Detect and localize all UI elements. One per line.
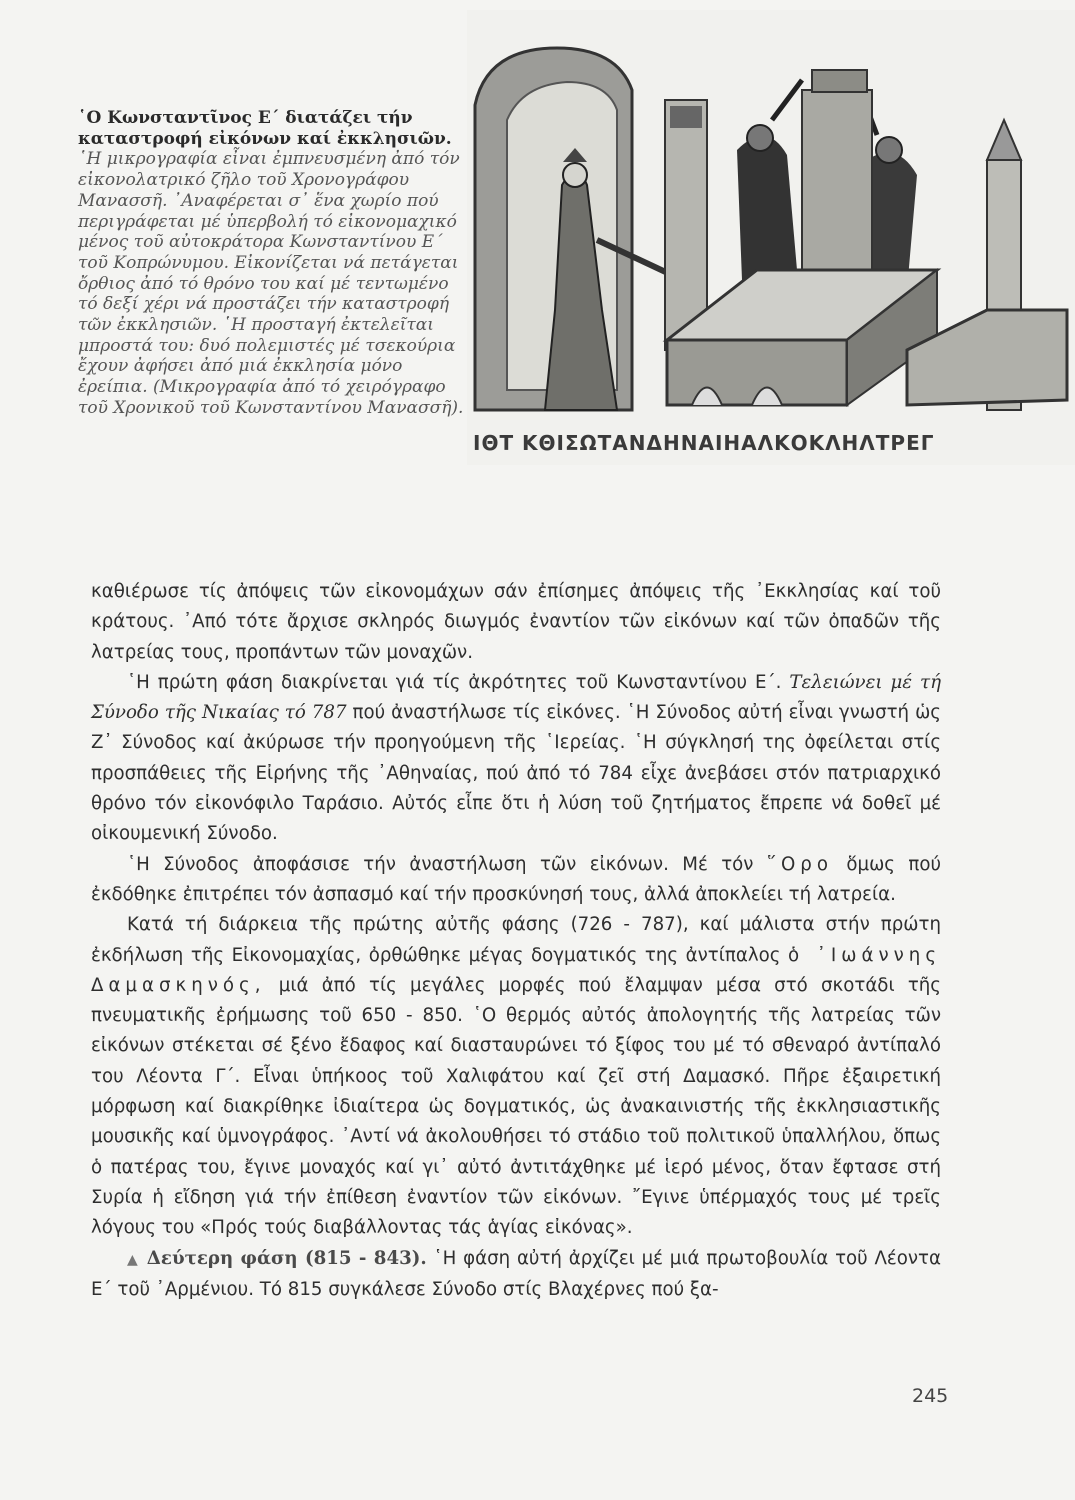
figure-caption bbox=[78, 108, 468, 419]
paragraph-3: ῾Η Σύνοδος ἀποφάσισε τήν ἀναστήλωση τῶν εἰκόνων. Μέ τόν ῞Ορο ὅμως πού ἐκδόθηκε ἐπιτρέπει τόν ἀσπασμό καί τήν προσκύνησή τους, ἀλλά ἀποκλείει τή λατρεία. bbox=[91, 853, 941, 905]
main-text bbox=[91, 577, 941, 1305]
paragraph-2: ῾Η πρώτη φάση διακρίνεται γιά τίς ἀκρότητες τοῦ Κωνσταντίνου Ε΄. Τελειώνει μέ τή Σύνοδο τῆς Νικαίας τό 787 πού ἀναστήλωσε τίς εἰκόνες. ῾Η Σύνοδος αὐτή εἶναι γνωστή ὡς Ζ᾿ Σύνοδος καί ἀκύρωσε τήν προηγούμενη τῆς ῾Ιερείας. ῾Η σύγκλησή της ὀφείλεται στίς προσπάθειες τῆς Εἰρήνης τῆς ᾿Αθηναίας, πού ἀπό τό 784 εἶχε ἀνεβάσει στόν πατριαρχικό θρόνο τόν εἰκονόφιλο Ταράσιο. Αὐτός εἶπε ὅτι ἡ λύση τοῦ ζητήματος ἔπρεπε νά δοθεῖ μέ οἰκουμενική Σύνοδο. bbox=[91, 671, 941, 845]
tower-center bbox=[802, 90, 872, 275]
paragraph-4: Κατά τή διάρκεια τῆς πρώτης αὐτῆς φάσης (726 - 787), καί μάλιστα στήν πρώτη ἐκδήλωση τῆς Εἰκονομαχίας, ὀρθώθηκε μέγας δογματικός της ἀντίπαλος ὁ ᾿Ιωάννης Δαμασκηνός, μιά ἀπό τίς μεγάλες μορφές πού ἔλαμψαν μέσα στό σκοτάδι τῆς πνευματικῆς ἐρήμωσης τοῦ 650 - 850. ῾Ο θερμός αὐτός ἀπολογητής τῆς λατρείας τῶν εἰκόνων στέκεται σέ ξένο ἔδαφος καί διασταυρώνει τό ξίφος του μέ τό σθεναρό ἀντίπαλό του Λέοντα Γ΄. Εἶναι ὑπήκοος τοῦ Χαλιφάτου καί ζεῖ στή Δαμασκό. Πῆρε ἐξαιρετική μόρφωση καί διακρίθηκε ἰδιαίτερα ὡς δογματικός, ὡς ἀνακαινιστής τῆς ἐκκλησιαστικῆς μουσικῆς καί ὑμνογράφος. ᾿Αντί νά ἀκολουθήσει τό στάδιο τοῦ πολιτικοῦ ὑπαλλήλου, ὅπως ὁ πατέρας του, ἔγινε μοναχός καί γι᾿ αὐτό ἀντιτάχθηκε μέ ἱερό μένος, ὅταν ἔφτασε στή Συρία ἡ εἴδηση γιά τήν ἐπίθεση ἐναντίον τῶν εἰκόνων. ῎Εγινε ὑπέρμαχός τους μέ τρεῖς λόγους του «Πρός τούς διαβάλλοντας τάς ἁγίας εἰκόνας». bbox=[91, 914, 941, 1239]
caption-title: ῾Ο Κωνσταντῖνος Ε΄ διατάζει τήν καταστροφή εἰκόνων καί ἐκκλησιῶν. bbox=[78, 108, 452, 149]
manuscript-miniature bbox=[467, 10, 1075, 465]
section-heading: Δεύτερη φάση (815 - 843). bbox=[146, 1247, 427, 1269]
paragraph-1: καθιέρωσε τίς ἀπόψεις τῶν εἰκονομάχων σάν ἐπίσημες ἀπόψεις τῆς ᾿Εκκλησίας καί τοῦ κράτους. ᾿Από τότε ἄρχισε σκληρός διωγμός ἐναντίον τῶν εἰκόνων καί τῶν ὀπαδῶν τῆς λατρείας τους, προπάντων τῶν μοναχῶν. bbox=[91, 581, 941, 663]
italic-phrase: Τελειώνει μέ τή Σύνοδο τῆς Νικαίας τό 787 bbox=[91, 671, 941, 724]
miniature-inscription: ΙΘΤ ΚΘΙΣΩΤΑΝΔΗΝΑΙΗΑΛΚΟΚΛΗΛΤΡΕΓ bbox=[473, 431, 935, 455]
triangle-bullet-icon: ▲ bbox=[127, 1251, 139, 1268]
spaced-name: ὁ ᾿Ιωάννης Δαμασκηνός, bbox=[91, 944, 941, 996]
spaced-term: ῞Ορο bbox=[766, 853, 833, 875]
page-number: 245 bbox=[912, 1385, 949, 1407]
paragraph-5: ▲ Δεύτερη φάση (815 - 843). ῾Η φάση αὐτή ἀρχίζει μέ μιά πρωτοβουλία τοῦ Λέοντα Ε΄ τοῦ ᾿Αρμένιου. Τό 815 συγκάλεσε Σύνοδο στίς Βλαχέρνες πού ξα- bbox=[91, 1247, 941, 1300]
caption-text: ῾Η μικρογραφία εἶναι ἐμπνευσμένη ἀπό τόν εἰκονολατρικό ζῆλο τοῦ Χρονογράφου Μανασσῆ. ᾿Αναφέρεται σ᾿ ἕνα χωρίο πού περιγράφεται μέ ὑπερβολή τό εἰκονομαχικό μένος τοῦ αὐτοκράτορα Κωνσταντίνου Ε΄ τοῦ Κοπρώνυμου. Εἰκονίζεται νά πετάγεται ὄρθιος ἀπό τό θρόνο του καί μέ τεντωμένο τό δεξί χέρι νά προστάζει τήν καταστροφή τῶν ἐκκλησιῶν. ῾Η προσταγή ἐκτελεῖται μπροστά του: δυό πολεμιστές μέ τσεκούρια ἔχουν ἀφήσει ἀπό μιά ἐκκλησία μόνο ἐρείπια. (Μικρογραφία ἀπό τό χειρόγραφο τοῦ Χρονικοῦ τοῦ Κωνσταντίνου Μανασσῆ). bbox=[78, 149, 464, 418]
miniature-image bbox=[467, 10, 1075, 465]
